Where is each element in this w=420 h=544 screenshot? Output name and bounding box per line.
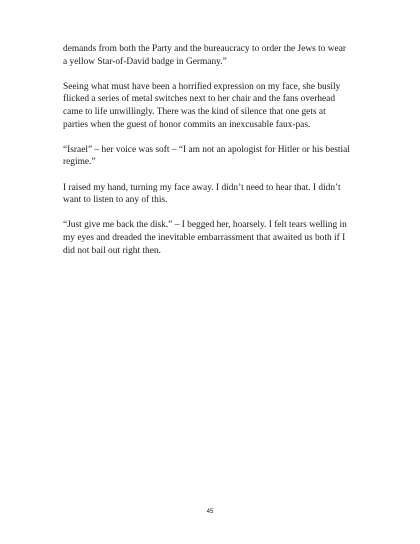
text-line: did not bail out right then.	[63, 245, 161, 256]
paragraph	[63, 182, 375, 207]
text-line: “Just give me back the disk.” – I begged her, hoarsely. I felt tears welling in	[63, 220, 347, 231]
paragraph	[63, 43, 375, 68]
text-line: my eyes and dreaded the inevitable embarrassment that awaited us both if I	[63, 232, 346, 243]
page-number: 45	[206, 509, 214, 515]
text-line: demands from both the Party and the bureaucracy to order the Jews to wear	[63, 44, 346, 54]
text-line: parties when the guest of honor commits an inexcusable faux-pas.	[63, 119, 311, 130]
body-text	[63, 43, 375, 270]
text-line: Seeing what must have been a horrified expression on my face, she busily	[63, 81, 341, 92]
text-line: regime.”	[63, 157, 96, 168]
text-line: flicked a series of metal switches next to her chair and the fans overhead	[63, 94, 336, 105]
text-line: a yellow Star-of-David badge in Germany.”	[63, 56, 227, 67]
text-line: I raised my hand, turning my face away. I didn’t need to hear that. I didn’t	[63, 182, 341, 193]
text-line: “Israel” – her voice was soft – “I am not an apologist for Hitler or his bestial	[63, 144, 350, 155]
paragraph	[63, 81, 375, 131]
text-line: came to life unwillingly. There was the kind of silence that one gets at	[63, 106, 326, 117]
text-line: want to listen to any of this.	[63, 195, 168, 206]
paragraph	[63, 219, 375, 257]
paragraph	[63, 144, 375, 169]
